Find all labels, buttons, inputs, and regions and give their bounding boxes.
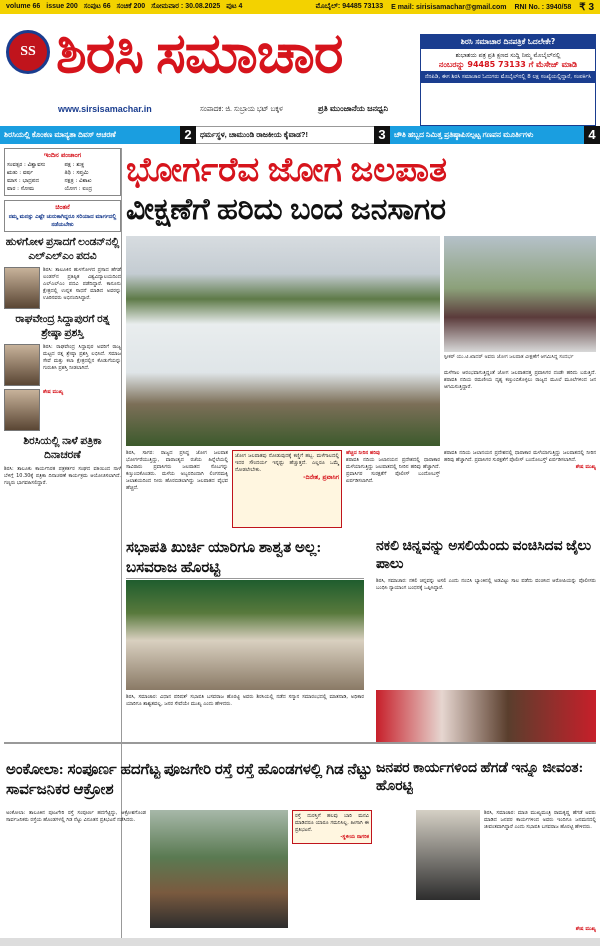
pull-quote [232,450,342,528]
tagline: ಪ್ರತಿ ಮುಂಜಾನೆಯ ಜನಧ್ವನಿ [318,104,389,113]
mobile-number: ಮೊಬೈಲ್: 94485 73133 [315,3,384,10]
almanac-entry: ಪಕ್ಷ : ಶುಕ್ಲ [64,162,85,168]
story-body: ಶಿರಸಿ: ತಾಲೂಕು ಕಾರ್ಯನಿರತ ಪತ್ರಕರ್ತರ ಸಂಘದ ವತಿಯಿಂದ ನಾಳೆ ಬೆಳಿಗ್ಗೆ 10.30ಕ್ಕೆ ಪತ್ರಿಕಾ ದಿನಾಚರಣೆ ಕಾರ್ಯಕ್ರಮ ಆಯೋಜಿಸಲಾಗಿದೆ. ಗಣ್ಯರು ಭಾಗವಹಿಸಲಿದ್ದಾರೆ. [4,466,121,486]
ad-body [421,49,595,71]
issue: issue 200 [46,3,78,10]
inside-pages-ticker [0,126,600,144]
story-body: ಶಿರಸಿ, ಸಮಾಚಾರ: ವಿಧಾನ ಪರಿಷತ್ ಸಭಾಪತಿ ಬಸವರಾಜ ಹೊರಟ್ಟಿ ಅವರು ಶಿರಸಿಯಲ್ಲಿ ನಡೆದ ಸನ್ಮಾನ ಸಮಾರಂಭದಲ್ಲಿ ಮಾತನಾಡಿ, ಅಧಿಕಾರ ಯಾರಿಗೂ ಶಾಶ್ವತವಲ್ಲ, ಜನರ ಸೇವೆಯೇ ಮುಖ್ಯ ಎಂದು ಹೇಳಿದರು. [126,694,364,707]
story-body: ಶಿರಸಿ: ತಾಲೂಕಿನ ಹುಳಗೋಳದ ಪ್ರಸಾದ ಹೆಗಡೆ ಲಂಡನ್‌ನ ಪ್ರತಿಷ್ಠಿತ ವಿಶ್ವವಿದ್ಯಾಲಯದಿಂದ ಎಲ್‌ಎಲ್‌ಎಂ ಪದವಿ ಪಡೆದಿದ್ದಾರೆ. ಕಾನೂನು ಕ್ಷೇತ್ರದಲ್ಲಿ ಉನ್ನತ ಸಾಧನೆ ಮಾಡಿದ ಅವರನ್ನು ಊರಿನವರು ಅಭಿನಂದಿಸಿದ್ದಾರೆ. [43,267,121,301]
ticker-text: ಧರ್ಮಸ್ಥಳ, ಚಾಮುಂಡಿ ರಾಜಕೀಯ ಕೈವಾಡ?! [200,130,308,139]
continued-label[interactable]: ಶೇಷ ಮುಖ್ಯ [575,464,596,470]
page-number: 2 [180,126,196,144]
quote-attribution: -ದಿನೇಶ, ಪ್ರವಾಸಿಗ [303,474,339,481]
story-headline[interactable]: ಹುಳಗೋಳ ಪ್ರಸಾದಗೆ ಲಂಡನ್‌ನಲ್ಲಿ ಎಲ್‌ಎಲ್‌ಎಂ ಪದವಿ [5,237,120,262]
almanac-entry: ವಾರ : ಸೋಮ [7,186,35,192]
pull-quote [292,810,372,844]
story-headline[interactable]: ಜನಪರ ಕಾರ್ಯಗಳಿಂದ ಹೆಗಡೆ ಇನ್ನೂ ಜೀವಂತ: ಹೊರಟ್ಟಿ [376,761,584,794]
story-headline[interactable]: ಅಂಕೋಲಾ: ಸಂಪೂರ್ಣ ಹದಗೆಟ್ಟ ಪೂಜಗೇರಿ ರಸ್ತೆ ರಸ್ತೆ ಹೊಂಡಗಳಲ್ಲಿ ಗಿಡ ನೆಟ್ಟು ಸಾರ್ವಜನಿಕರ ಆಕ್ರೋಶ [6,762,373,798]
info-bar [0,0,600,14]
portrait-photo [4,267,40,309]
subhead: ಹೆಚ್ಚಿದ ನೀರಿನ ಹರಿವು [346,450,381,456]
page-number: 4 [584,126,600,144]
story-body: ಶಿರಸಿ, ಸಮಾಚಾರ: ಮಾಜಿ ಮುಖ್ಯಮಂತ್ರಿ ರಾಮಕೃಷ್ಣ ಹೆಗಡೆ ಅವರು ಮಾಡಿದ ಜನಪರ ಕಾರ್ಯಗಳಿಂದ ಅವರು ಇಂದಿಗೂ ಜನಮನದಲ್ಲಿ ಜೀವಂತವಾಗಿದ್ದಾರೆ ಎಂದು ಸಭಾಪತಿ ಬಸವರಾಜ ಹೊರಟ್ಟಿ ಹೇಳಿದರು. [484,810,596,830]
email[interactable]: E mail: sirisisamachar@gmail.com [391,3,507,11]
lead-headline[interactable]: ಭೋರ್ಗರೆವ ಜೋಗ ಜಲಪಾತ [126,152,448,189]
thought-box [4,200,121,232]
road-photo [150,810,288,928]
story-body: ಅಂಕೋಲಾ: ತಾಲೂಕಿನ ಪೂಜಗೇರಿ ರಸ್ತೆ ಸಂಪೂರ್ಣ ಹದಗೆಟ್ಟಿದ್ದು, ಆಕ್ರೋಶಗೊಂಡ ಸಾರ್ವಜನಿಕರು ರಸ್ತೆಯ ಹೊಂಡಗಳಲ್ಲಿ ಗಿಡ ನೆಟ್ಟು ವಿನೂತನ ಪ್ರತಿಭಟನೆ ನಡೆಸಿದರು. [6,810,146,823]
quote-attribution: -ಸ್ಥಳೀಯ ನಾಗರಿಕ [340,834,369,840]
portrait-photo [4,344,40,386]
newspaper-title: ಶಿರಸಿ ಸಮಾಚಾರ [56,23,343,85]
almanac-entry: ಮಾಸ : ಭಾದ್ರಪದ [7,178,40,184]
almanac-entry: ತಿಥಿ : ಸಪ್ತಮಿ [64,170,89,176]
story-body: ಶಿರಸಿ: ರಾಘವೇಂದ್ರ ಸಿದ್ದಾಪುರ ಅವರಿಗೆ ರಾಜ್ಯ ಮಟ್ಟದ ರತ್ನ ಶ್ರೇಷ್ಠಾ ಪ್ರಶಸ್ತಿ ಲಭಿಸಿದೆ. ಸಮಾಜ ಸೇವೆ ಮತ್ತು ಕಲಾ ಕ್ಷೇತ್ರದಲ್ಲಿನ ಕೊಡುಗೆಯನ್ನು ಗುರುತಿಸಿ ಪ್ರಶಸ್ತಿ ನೀಡಲಾಗಿದೆ. [43,344,121,371]
price: ₹ 3 [579,1,594,13]
almanac-heading: ಇಂದಿನ ಪಂಚಾಂಗ [43,151,82,159]
portrait-photo [4,389,40,431]
rni-number: RNI No. : 3940/58 [514,3,572,11]
story-headline[interactable]: ಶಿರಸಿಯಲ್ಲಿ ನಾಳೆ ಪತ್ರಿಕಾ ದಿನಾಚರಣೆ [23,436,102,461]
almanac-box [4,148,121,196]
website-link[interactable]: www.sirsisamachar.in [58,104,152,114]
lead-body-continued [346,450,440,485]
subscription-ad [420,34,596,126]
ad-footer: ನೆನಪಿಡಿ, ಈಗ ಶಿರಸಿ ಸಮಾಚಾರ ಓದುಗರು ಮೊಬೈಲ್‌ನಲ್ಲಿ 8 ಲಕ್ಷ ಸಂಖ್ಯೆಯಲ್ಲಿದ್ದಾರೆ, ಸಂಪರ್ಕಿಸಿ [421,71,595,83]
portrait-photo [416,810,480,900]
volume: volume 66 [6,3,41,10]
ad-text: ಶುಭಾಶಯ ಪತ್ರ ಪ್ರತಿ ಕ್ಷಣದ ಸುದ್ದಿ ನಿಮ್ಮ ಮೊಬೈಲ್‌ನಲ್ಲಿ [455,52,561,59]
quote-text: ರಸ್ತೆ ದುರಸ್ತಿಗೆ ಹಲವು ಬಾರಿ ಮನವಿ ಮಾಡಿದರೂ ಯಾರೂ ಗಮನಿಸಿಲ್ಲ. ಹೀಗಾಗಿ ಈ ಪ್ರತಿಭಟನೆ. [295,813,369,833]
ticker-item[interactable] [390,126,600,144]
pages: ಪುಟ 4 [226,3,243,10]
ticker-item[interactable] [196,126,390,144]
story-headline[interactable]: ನಕಲಿ ಚಿನ್ನವನ್ನು ಅಸಲಿಯೆಂದು ವಂಚಿಸಿದವ ಜೈಲು ಪಾಲು [376,539,592,572]
ad-phone: ನಂಬರನ್ನು 94485 73133 ಗೆ ಮೆಸೇಜ್ ಮಾಡಿ [438,60,578,69]
section-divider [4,742,596,744]
continued-label[interactable]: ಶೇಷ ಮುಖ್ಯ [575,926,596,932]
sanchike: ಸಂಚಿಕೆ 200 [116,3,146,10]
felicitation-photo [126,580,364,690]
logo-emblem: SS [6,30,50,74]
samputa: ಸಂಪುಟ 66 [83,3,111,10]
editor-line: ಸಂಪಾದಕ: ಜಿ. ಸುಬ್ರಾಯ ಭಟ್ ಬಕ್ಕಳ [200,106,283,113]
lead-body: ಶಿರಸಿ, ಸಾಗರ: ರಾಜ್ಯದ ಪ್ರಸಿದ್ಧ ಜೋಗ ಜಲಪಾತ ಭೋರ್ಗರೆಯುತ್ತಿದ್ದು, ವಾರಾಂತ್ಯದ ರಜೆಯ ಹಿನ್ನೆಲೆಯಲ್ಲಿ ಸಾವಿರಾರು ಪ್ರವಾಸಿಗರು ಜಲಪಾತದ ಸೊಬಗನ್ನು ಕಣ್ತುಂಬಿಕೊಂಡರು. ಮಳೆಯ ಅಬ್ಬರದಿಂದಾಗಿ ಲಿಂಗನಮಕ್ಕಿ ಜಲಾಶಯದಿಂದ ನೀರು ಹೊರಬಿಡಲಾಗಿದ್ದು ಜಲಪಾತದ ವೈಭವ ಹೆಚ್ಚಿದೆ. [126,450,228,491]
thought-heading: ಚಿಂತನೆ [55,203,70,211]
almanac-entry: ಸಂವತ್ಸರ : ವಿಶ್ವಾವಸು [7,162,46,168]
ticker-text: ಶಿರಸಿಯಲ್ಲಿ ಕೊಂಕಣ ಮಾನ್ಯತಾ ದಿವಸ್ ಆಚರಣೆ [4,130,116,139]
date: ಸೋಮವಾರ : 30.08.2025 [151,3,221,10]
story-body: ಶಿರಸಿ, ಸಮಾಚಾರ: ನಕಲಿ ಚಿನ್ನವನ್ನು ಅಸಲಿ ಎಂದು ನಂಬಿಸಿ ಬ್ಯಾಂಕಿನಲ್ಲಿ ಅಡವಿಟ್ಟು ಸಾಲ ಪಡೆದು ವಂಚಿಸಿದ ಆರೋಪಿಯನ್ನು ಪೊಲೀಸರು ಬಂಧಿಸಿ ನ್ಯಾಯಾಂಗ ಬಂಧನಕ್ಕೆ ಒಪ್ಪಿಸಿದ್ದಾರೆ. [376,578,596,591]
lead-body-text: ಶರಾವತಿ ನದಿಯ ಜಲಾನಯನ ಪ್ರದೇಶದಲ್ಲಿ ಧಾರಾಕಾರ ಮಳೆಯಾಗುತ್ತಿದ್ದು ಜಲಪಾತದಲ್ಲಿ ನೀರಿನ ಹರಿವು ಹೆಚ್ಚಾಗಿದೆ. ಪ್ರವಾಸಿಗರ ಸುರಕ್ಷತೆಗೆ ಪೊಲೀಸ್ ಬಂದೋಬಸ್ತ್ ಏರ್ಪಡಿಸಲಾಗಿದೆ. [444,450,596,463]
photo-caption: ಸ್ಪೀಕರ್ ಯು.ಟಿ.ಖಾದರ್ ಅವರು ಜೋಗ ಜಲಪಾತ ವೀಕ್ಷಣೆಗೆ ಆಗಮಿಸಿದ್ದ ಸಂದರ್ಭ [444,354,574,360]
waterfall-photo [126,236,440,446]
almanac-entry: ಯೋಗ : ಐಂದ್ರ [64,186,93,192]
almanac-entry: ನಕ್ಷತ್ರ : ವಿಶಾಖ [64,178,92,184]
lead-body-text: ಶರಾವತಿ ನದಿಯ ಜಲಾನಯನ ಪ್ರದೇಶದಲ್ಲಿ ಧಾರಾಕಾರ ಮಳೆಯಾಗುತ್ತಿದ್ದು ಜಲಪಾತದಲ್ಲಿ ನೀರಿನ ಹರಿವು ಹೆಚ್ಚಾಗಿದೆ. ಪ್ರವಾಸಿಗರ ಸುರಕ್ಷತೆಗೆ ಪೊಲೀಸ್ ಬಂದೋಬಸ್ತ್ ಏರ್ಪಡಿಸಲಾಗಿದೆ. [346,457,440,484]
thought-text: ನಮ್ಮ ಮನಸ್ಸು ಎಷ್ಟೇ ಚುರುಕಾಗಿದ್ದರೂ ಸರಿಯಾದ ಮಾರ್ಗದಲ್ಲಿ ನಡೆಯಬೇಕು [8,214,117,228]
event-photo [376,690,596,742]
story-headline[interactable]: ರಾಘವೇಂದ್ರ ಸಿದ್ದಾಪುರಗೆ ರತ್ನ ಶ್ರೇಷ್ಠಾ ಪ್ರಶಸ್ತಿ [15,314,110,339]
quote-text: ಜೋಗ ಜಲಪಾತವು ನೋಡುವುದಕ್ಕೆ ಕಣ್ಣಿಗೆ ಹಬ್ಬ. ಮಳೆಗಾಲದಲ್ಲಿ ಇದರ ಸೌಂದರ್ಯ ಇನ್ನಷ್ಟು ಹೆಚ್ಚುತ್ತದೆ. ಎಲ್ಲರೂ ಒಮ್ಮೆ ನೋಡಲೇಬೇಕು. [235,453,339,473]
visitors-photo [444,236,596,352]
almanac-entry: ಋತು : ವರ್ಷ [7,170,33,176]
continued-label[interactable]: ಶೇಷ ಮುಖ್ಯ [43,389,64,395]
lead-more [444,450,596,471]
ticker-item[interactable] [0,126,196,144]
story-headline[interactable]: ಸಭಾಪತಿ ಖುರ್ಚಿ ಯಾರಿಗೂ ಶಾಶ್ವತ ಅಲ್ಲ: ಬಸವರಾಜ ಹೊರಟ್ಟಿ [126,538,364,579]
more-link[interactable] [43,389,63,431]
lead-subheadline[interactable]: ವೀಕ್ಷಣೆಗೆ ಹರಿದು ಬಂದ ಜನಸಾಗರ [126,193,447,226]
lead-side-text: ಮಳೆಗಾಲ ಆರಂಭವಾಗುತ್ತಿದ್ದಂತೆ ಜೋಗ ಜಲಪಾತದತ್ತ ಪ್ರವಾಸಿಗರ ದಂಡೇ ಹರಿದು ಬರುತ್ತಿದೆ. ಶರಾವತಿ ನದಿಯ ರಮಣೀಯ ದೃಶ್ಯ ಕಣ್ತುಂಬಿಕೊಳ್ಳಲು ರಾಜ್ಯದ ಮೂಲೆ ಮೂಲೆಗಳಿಂದ ಜನ ಆಗಮಿಸುತ್ತಿದ್ದಾರೆ. [444,370,596,390]
footer-strip [0,938,600,946]
page-number: 3 [374,126,390,144]
ad-heading: ಶಿರಸಿ ಸಮಾಚಾರ ದಿನಪತ್ರಿಕೆ ಓದಲೇಕೇ? [421,35,595,49]
ticker-text: ಚೌತಿ ಹಬ್ಬದ ನಿಮಿತ್ತ ಪ್ರತಿಷ್ಠಾಪಿಸಲ್ಪಟ್ಟ ಗಣಪನ ಮೂರ್ತಿಗಳು [394,130,534,139]
